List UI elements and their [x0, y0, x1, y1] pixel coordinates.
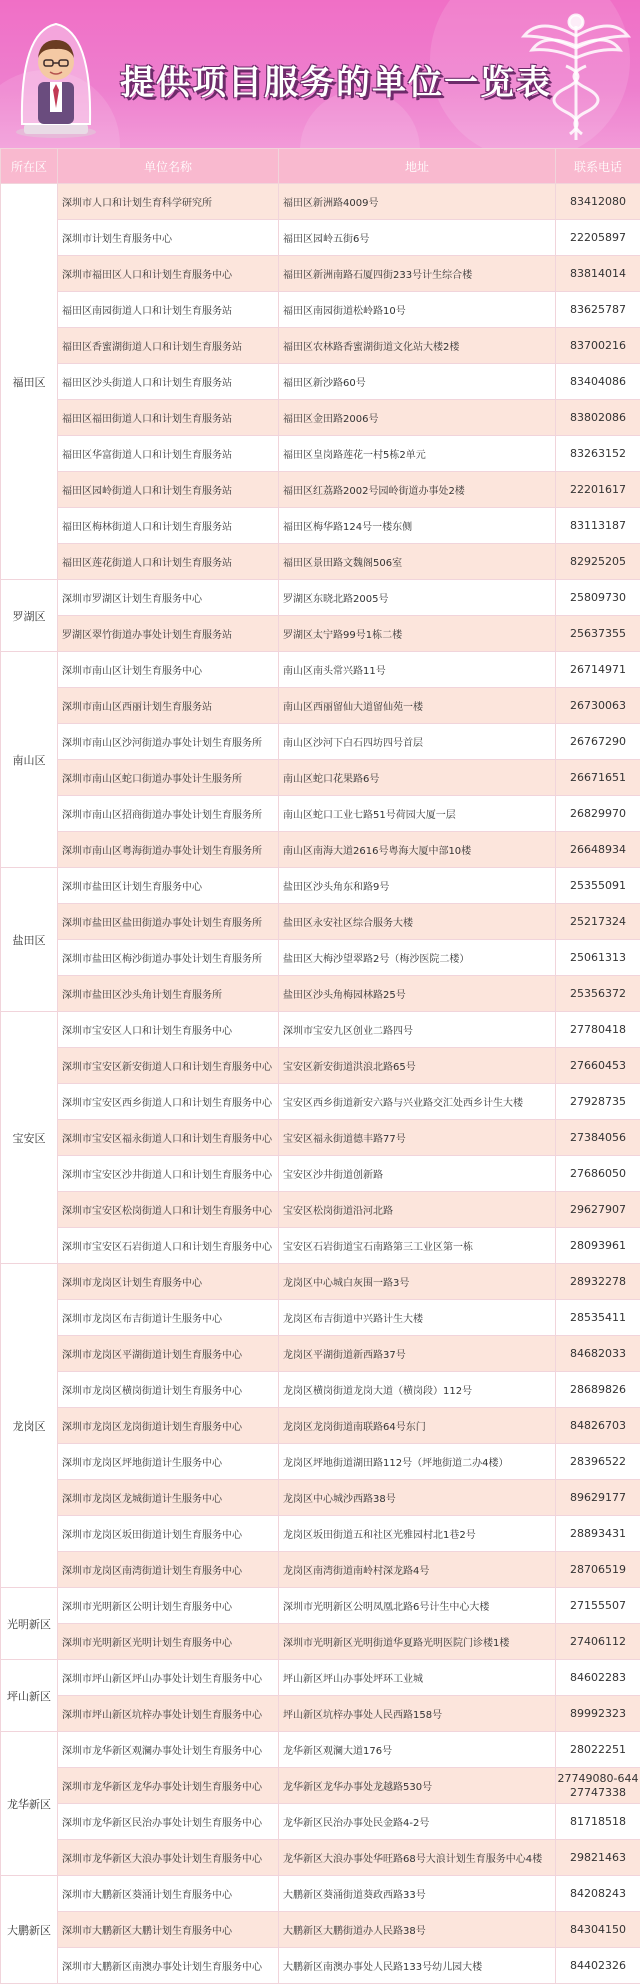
address-cell: 坪山新区坑梓办事处人民西路158号: [279, 1696, 556, 1732]
table-row: [1, 1552, 640, 1588]
phone-cell: 26648934: [556, 832, 640, 868]
phone-number: 27749080-644: [556, 1772, 640, 1786]
table-row: [1, 1804, 640, 1840]
address-cell: 深圳市光明新区光明街道华夏路光明医院门诊楼1楼: [279, 1624, 556, 1660]
unit-name-cell: 深圳市龙岗区坪地街道计生服务中心: [58, 1444, 279, 1480]
phone-cell: 25356372: [556, 976, 640, 1012]
unit-name-cell: 深圳市人口和计划生育科学研究所: [58, 184, 279, 220]
unit-name-cell: 深圳市南山区西丽计划生育服务站: [58, 688, 279, 724]
table-row: [1, 184, 640, 220]
address-cell: 深圳市宝安九区创业二路四号: [279, 1012, 556, 1048]
phone-cell: 26829970: [556, 796, 640, 832]
unit-name-cell: 福田区福田街道人口和计划生育服务站: [58, 400, 279, 436]
table-row: [1, 328, 640, 364]
phone-cell: 27928735: [556, 1084, 640, 1120]
table-row: [1, 760, 640, 796]
table-row: [1, 1372, 640, 1408]
phone-cell: 84682033: [556, 1336, 640, 1372]
address-cell: 龙华新区民治办事处民金路4-2号: [279, 1804, 556, 1840]
address-cell: 龙岗区横岗街道龙岗大道（横岗段）112号: [279, 1372, 556, 1408]
phone-cell: 83113187: [556, 508, 640, 544]
phone-cell: 83700216: [556, 328, 640, 364]
phone-cell: 26730063: [556, 688, 640, 724]
phone-cell: 83404086: [556, 364, 640, 400]
unit-name-cell: 福田区沙头街道人口和计划生育服务站: [58, 364, 279, 400]
address-cell: 福田区新洲南路石厦四街233号计生综合楼: [279, 256, 556, 292]
table-row: [1, 1156, 640, 1192]
table-row: [1, 508, 640, 544]
address-cell: 龙华新区大浪办事处华旺路68号大浪计划生育服务中心4楼: [279, 1840, 556, 1876]
phone-cell: 84602283: [556, 1660, 640, 1696]
table-row: [1, 580, 640, 616]
phone-cell: 28093961: [556, 1228, 640, 1264]
phone-cell: [556, 1768, 640, 1804]
phone-cell: 89992323: [556, 1696, 640, 1732]
unit-name-cell: 深圳市坪山新区坪山办事处计划生育服务中心: [58, 1660, 279, 1696]
phone-cell: 84208243: [556, 1876, 640, 1912]
unit-name-cell: 深圳市南山区计划生育服务中心: [58, 652, 279, 688]
table-row: [1, 1408, 640, 1444]
table-row: [1, 1480, 640, 1516]
unit-name-cell: 罗湖区翠竹街道办事处计划生育服务站: [58, 616, 279, 652]
address-cell: 龙岗区南湾街道南岭村深龙路4号: [279, 1552, 556, 1588]
address-cell: 龙岗区龙岗街道南联路64号东门: [279, 1408, 556, 1444]
address-cell: 福田区皇岗路莲花一村5栋2单元: [279, 436, 556, 472]
table-row: [1, 1336, 640, 1372]
table-row: [1, 220, 640, 256]
table-row: [1, 472, 640, 508]
address-cell: 罗湖区东晓北路2005号: [279, 580, 556, 616]
district-cell: 大鹏新区: [1, 1876, 58, 1984]
column-header-address: 地址: [279, 149, 556, 184]
unit-name-cell: 深圳市宝安区新安街道人口和计划生育服务中心: [58, 1048, 279, 1084]
address-cell: 福田区景田路文魏阁506室: [279, 544, 556, 580]
address-cell: 盐田区大梅沙望翠路2号（梅沙医院二楼）: [279, 940, 556, 976]
phone-cell: 28022251: [556, 1732, 640, 1768]
address-cell: 龙华新区龙华办事处龙越路530号: [279, 1768, 556, 1804]
phone-cell: 27780418: [556, 1012, 640, 1048]
table-row: [1, 1840, 640, 1876]
table-row: [1, 1048, 640, 1084]
unit-name-cell: 深圳市盐田区沙头角计划生育服务所: [58, 976, 279, 1012]
unit-name-cell: 深圳市龙岗区龙岗街道计划生育服务中心: [58, 1408, 279, 1444]
phone-cell: 83802086: [556, 400, 640, 436]
phone-cell: 89629177: [556, 1480, 640, 1516]
unit-name-cell: 深圳市龙岗区平湖街道计划生育服务中心: [58, 1336, 279, 1372]
unit-name-cell: 深圳市盐田区计划生育服务中心: [58, 868, 279, 904]
unit-name-cell: 深圳市福田区人口和计划生育服务中心: [58, 256, 279, 292]
table-row: [1, 1192, 640, 1228]
phone-cell: 25061313: [556, 940, 640, 976]
unit-name-cell: 深圳市南山区蛇口街道办事处计生服务所: [58, 760, 279, 796]
table-row: [1, 292, 640, 328]
phone-cell: 29821463: [556, 1840, 640, 1876]
table-header-row: [1, 149, 640, 184]
address-cell: 大鹏新区南澳办事处人民路133号幼儿园大楼: [279, 1948, 556, 1984]
table-row: [1, 1876, 640, 1912]
table-row: [1, 1624, 640, 1660]
address-cell: 福田区新沙路60号: [279, 364, 556, 400]
address-cell: 盐田区永安社区综合服务大楼: [279, 904, 556, 940]
phone-cell: 84826703: [556, 1408, 640, 1444]
phone-cell: 27384056: [556, 1120, 640, 1156]
phone-cell: 27155507: [556, 1588, 640, 1624]
address-cell: 龙岗区坪地街道湖田路112号（坪地街道二办4楼）: [279, 1444, 556, 1480]
table-row: [1, 652, 640, 688]
phone-cell: 28689826: [556, 1372, 640, 1408]
page-title: 提供项目服务的单位一览表: [120, 55, 552, 104]
header-banner: [0, 0, 640, 148]
unit-name-cell: 深圳市龙华新区大浪办事处计划生育服务中心: [58, 1840, 279, 1876]
phone-cell: 25217324: [556, 904, 640, 940]
unit-name-cell: 深圳市龙华新区民治办事处计划生育服务中心: [58, 1804, 279, 1840]
table-row: [1, 1912, 640, 1948]
address-cell: 盐田区沙头角梅园林路25号: [279, 976, 556, 1012]
address-cell: 宝安区松岗街道沿河北路: [279, 1192, 556, 1228]
address-cell: 深圳市光明新区公明凤凰北路6号计生中心大楼: [279, 1588, 556, 1624]
address-cell: 福田区新洲路4009号: [279, 184, 556, 220]
table-row: [1, 1732, 640, 1768]
address-cell: 宝安区沙井街道创新路: [279, 1156, 556, 1192]
table-row: [1, 904, 640, 940]
unit-name-cell: 深圳市大鹏新区南澳办事处计划生育服务中心: [58, 1948, 279, 1984]
phone-cell: 84304150: [556, 1912, 640, 1948]
address-cell: 宝安区新安街道洪浪北路65号: [279, 1048, 556, 1084]
phone-cell: 25637355: [556, 616, 640, 652]
column-header-district: 所在区: [1, 149, 58, 184]
address-cell: 福田区梅华路124号一楼东侧: [279, 508, 556, 544]
table-row: [1, 1588, 640, 1624]
table-row: [1, 1084, 640, 1120]
phone-cell: 26671651: [556, 760, 640, 796]
unit-name-cell: 深圳市大鹏新区大鹏计划生育服务中心: [58, 1912, 279, 1948]
address-cell: 盐田区沙头角东和路9号: [279, 868, 556, 904]
unit-name-cell: 深圳市龙岗区龙城街道计生服务中心: [58, 1480, 279, 1516]
district-cell: 福田区: [1, 184, 58, 580]
caduceus-icon: [520, 6, 632, 142]
unit-name-cell: 深圳市龙岗区计划生育服务中心: [58, 1264, 279, 1300]
phone-cell: 83412080: [556, 184, 640, 220]
address-cell: 福田区园岭五街6号: [279, 220, 556, 256]
district-cell: 盐田区: [1, 868, 58, 1012]
table-row: [1, 544, 640, 580]
unit-name-cell: 深圳市大鹏新区葵涌计划生育服务中心: [58, 1876, 279, 1912]
table-row: [1, 1768, 640, 1804]
unit-name-cell: 深圳市南山区粤海街道办事处计划生育服务所: [58, 832, 279, 868]
unit-name-cell: 深圳市盐田区梅沙街道办事处计划生育服务所: [58, 940, 279, 976]
table-row: [1, 1948, 640, 1984]
phone-cell: 28893431: [556, 1516, 640, 1552]
table-row: [1, 1660, 640, 1696]
unit-name-cell: 福田区香蜜湖街道人口和计划生育服务站: [58, 328, 279, 364]
unit-name-cell: 福田区华富街道人口和计划生育服务站: [58, 436, 279, 472]
table-row: [1, 724, 640, 760]
table-row: [1, 616, 640, 652]
address-cell: 福田区农林路香蜜湖街道文化站大楼2楼: [279, 328, 556, 364]
address-cell: 坪山新区坪山办事处坪环工业城: [279, 1660, 556, 1696]
service-units-table: [0, 148, 640, 1984]
table-row: [1, 1264, 640, 1300]
address-cell: 龙华新区观澜大道176号: [279, 1732, 556, 1768]
district-cell: 坪山新区: [1, 1660, 58, 1732]
phone-cell: 81718518: [556, 1804, 640, 1840]
address-cell: 南山区蛇口工业七路51号荷园大厦一层: [279, 796, 556, 832]
unit-name-cell: 深圳市计划生育服务中心: [58, 220, 279, 256]
table-row: [1, 796, 640, 832]
phone-cell: 22205897: [556, 220, 640, 256]
phone-cell: 25355091: [556, 868, 640, 904]
phone-number-secondary: 27747338: [556, 1786, 640, 1800]
address-cell: 宝安区西乡街道新安六路与兴业路交汇处西乡计生大楼: [279, 1084, 556, 1120]
unit-name-cell: 深圳市南山区沙河街道办事处计划生育服务所: [58, 724, 279, 760]
table-row: [1, 1228, 640, 1264]
phone-cell: 26767290: [556, 724, 640, 760]
address-cell: 大鹏新区大鹏街道办人民路38号: [279, 1912, 556, 1948]
address-cell: 龙岗区中心城白灰围一路3号: [279, 1264, 556, 1300]
table-row: [1, 1120, 640, 1156]
phone-cell: 83814014: [556, 256, 640, 292]
district-cell: 光明新区: [1, 1588, 58, 1660]
address-cell: 龙岗区中心城沙西路38号: [279, 1480, 556, 1516]
phone-cell: 83263152: [556, 436, 640, 472]
address-cell: 宝安区石岩街道宝石南路第三工业区第一栋: [279, 1228, 556, 1264]
unit-name-cell: 深圳市光明新区公明计划生育服务中心: [58, 1588, 279, 1624]
unit-name-cell: 深圳市宝安区福永街道人口和计划生育服务中心: [58, 1120, 279, 1156]
address-cell: 大鹏新区葵涌街道葵政西路33号: [279, 1876, 556, 1912]
unit-name-cell: 深圳市宝安区石岩街道人口和计划生育服务中心: [58, 1228, 279, 1264]
address-cell: 福田区红荔路2002号园岭街道办事处2楼: [279, 472, 556, 508]
unit-name-cell: 深圳市宝安区西乡街道人口和计划生育服务中心: [58, 1084, 279, 1120]
unit-name-cell: 福田区南园街道人口和计划生育服务站: [58, 292, 279, 328]
address-cell: 福田区金田路2006号: [279, 400, 556, 436]
character-illustration: [10, 12, 102, 138]
table-row: [1, 688, 640, 724]
table-row: [1, 868, 640, 904]
address-cell: 龙岗区平湖街道新西路37号: [279, 1336, 556, 1372]
unit-name-cell: 深圳市龙岗区横岗街道计划生育服务中心: [58, 1372, 279, 1408]
unit-name-cell: 深圳市龙岗区坂田街道计划生育服务中心: [58, 1516, 279, 1552]
unit-name-cell: 深圳市光明新区光明计划生育服务中心: [58, 1624, 279, 1660]
table-row: [1, 256, 640, 292]
table-row: [1, 436, 640, 472]
unit-name-cell: 深圳市龙华新区观澜办事处计划生育服务中心: [58, 1732, 279, 1768]
table-body: [1, 184, 640, 1984]
address-cell: 福田区南园街道松岭路10号: [279, 292, 556, 328]
unit-name-cell: 深圳市坪山新区坑梓办事处计划生育服务中心: [58, 1696, 279, 1732]
unit-name-cell: 福田区梅林街道人口和计划生育服务站: [58, 508, 279, 544]
unit-name-cell: 深圳市龙华新区龙华办事处计划生育服务中心: [58, 1768, 279, 1804]
district-cell: 宝安区: [1, 1012, 58, 1264]
address-cell: 龙岗区布吉街道中兴路计生大楼: [279, 1300, 556, 1336]
table-row: [1, 1696, 640, 1732]
phone-cell: 28932278: [556, 1264, 640, 1300]
phone-cell: 83625787: [556, 292, 640, 328]
phone-cell: 27686050: [556, 1156, 640, 1192]
address-cell: 南山区蛇口花果路6号: [279, 760, 556, 796]
address-cell: 龙岗区坂田街道五和社区光雅园村北1巷2号: [279, 1516, 556, 1552]
unit-name-cell: 深圳市宝安区人口和计划生育服务中心: [58, 1012, 279, 1048]
unit-name-cell: 深圳市罗湖区计划生育服务中心: [58, 580, 279, 616]
phone-cell: 29627907: [556, 1192, 640, 1228]
table-row: [1, 1516, 640, 1552]
district-cell: 龙华新区: [1, 1732, 58, 1876]
unit-name-cell: 深圳市龙岗区南湾街道计划生育服务中心: [58, 1552, 279, 1588]
district-cell: 龙岗区: [1, 1264, 58, 1588]
table-row: [1, 400, 640, 436]
column-header-name: 单位名称: [58, 149, 279, 184]
phone-cell: 28535411: [556, 1300, 640, 1336]
address-cell: 宝安区福永街道德丰路77号: [279, 1120, 556, 1156]
phone-cell: 82925205: [556, 544, 640, 580]
district-cell: 罗湖区: [1, 580, 58, 652]
unit-name-cell: 深圳市南山区招商街道办事处计划生育服务所: [58, 796, 279, 832]
phone-cell: 27406112: [556, 1624, 640, 1660]
table-row: [1, 1012, 640, 1048]
phone-cell: 26714971: [556, 652, 640, 688]
phone-cell: 28396522: [556, 1444, 640, 1480]
phone-cell: 25809730: [556, 580, 640, 616]
phone-cell: 84402326: [556, 1948, 640, 1984]
phone-cell: 27660453: [556, 1048, 640, 1084]
address-cell: 南山区西丽留仙大道留仙苑一楼: [279, 688, 556, 724]
unit-name-cell: 福田区莲花街道人口和计划生育服务站: [58, 544, 279, 580]
address-cell: 南山区沙河下白石四坊四号首层: [279, 724, 556, 760]
phone-cell: 28706519: [556, 1552, 640, 1588]
unit-name-cell: 深圳市宝安区沙井街道人口和计划生育服务中心: [58, 1156, 279, 1192]
address-cell: 罗湖区太宁路99号1栋二楼: [279, 616, 556, 652]
unit-name-cell: 深圳市宝安区松岗街道人口和计划生育服务中心: [58, 1192, 279, 1228]
column-header-phone: 联系电话: [556, 149, 640, 184]
phone-cell: 22201617: [556, 472, 640, 508]
table-row: [1, 976, 640, 1012]
table-row: [1, 940, 640, 976]
unit-name-cell: 深圳市龙岗区布吉街道计生服务中心: [58, 1300, 279, 1336]
table-row: [1, 1444, 640, 1480]
table-row: [1, 1300, 640, 1336]
table-row: [1, 832, 640, 868]
table-row: [1, 364, 640, 400]
district-cell: 南山区: [1, 652, 58, 868]
unit-name-cell: 福田区园岭街道人口和计划生育服务站: [58, 472, 279, 508]
unit-name-cell: 深圳市盐田区盐田街道办事处计划生育服务所: [58, 904, 279, 940]
address-cell: 南山区南头常兴路11号: [279, 652, 556, 688]
address-cell: 南山区南海大道2616号粤海大厦中部10楼: [279, 832, 556, 868]
